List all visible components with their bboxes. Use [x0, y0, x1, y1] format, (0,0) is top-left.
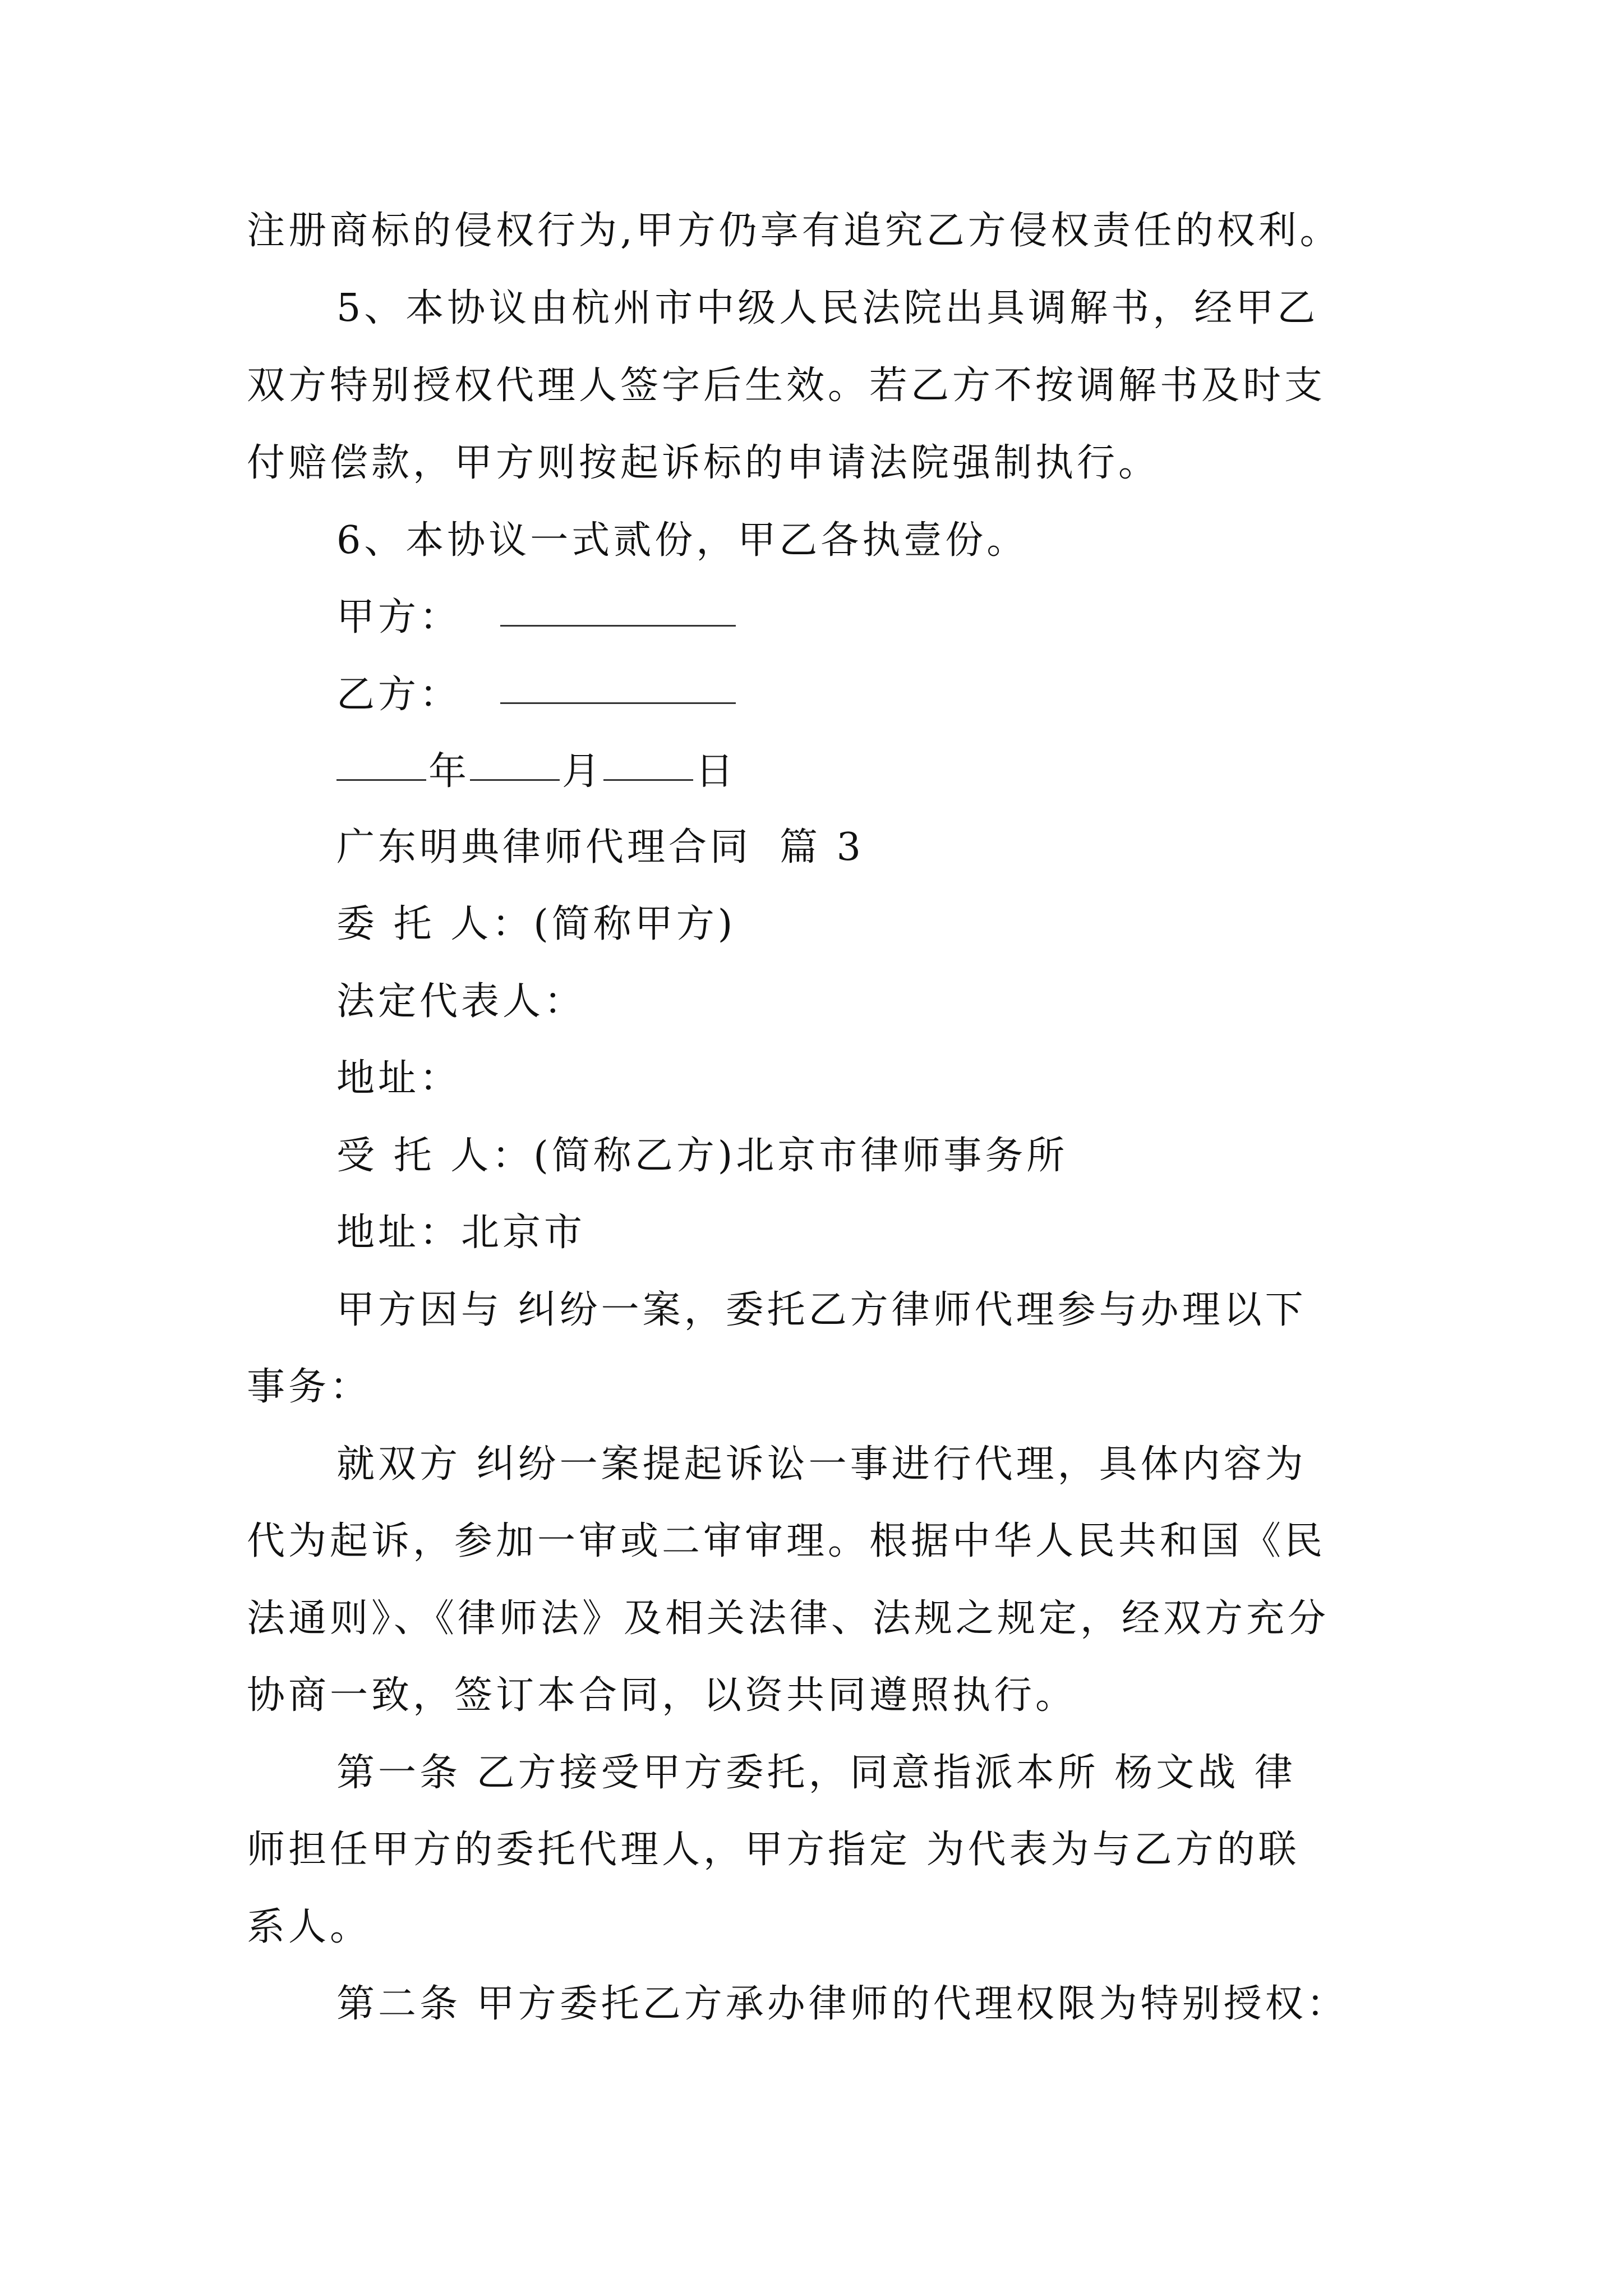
party-line: 委 托 人：(简称甲方)	[336, 902, 736, 946]
body-line: 法通则》、《律师法》及相关法律、法规之规定，经双方充分	[247, 1596, 1330, 1641]
body-line: 第二条 甲方委托乙方承办律师的代理权限为特别授权：	[336, 1982, 1348, 2026]
signature-party-a	[336, 595, 739, 640]
date-month: 月	[562, 749, 604, 794]
text-line: 6、本协议一式贰份，甲乙各执壹份。	[336, 518, 1029, 563]
party-line: 地址：	[336, 1056, 462, 1101]
section-title-number: 篇 3	[780, 825, 864, 869]
party-line: 受 托 人：(简称乙方)北京市律师事务所	[336, 1134, 1068, 1178]
date-year: 年	[428, 749, 471, 794]
section-title	[336, 825, 864, 870]
body-line: 系人。	[247, 1905, 372, 1949]
signature-date	[336, 749, 737, 794]
body-line: 事务：	[247, 1365, 372, 1409]
text-line: 付赔偿款，甲方则按起诉标的申请法院强制执行。	[247, 441, 1160, 485]
text-line: 双方特别授权代理人签字后生效。若乙方不按调解书及时支	[247, 364, 1326, 408]
section-title-name: 广东明典律师代理合同	[336, 825, 752, 869]
signature-blank	[500, 625, 736, 627]
party-b-label: 乙方：	[336, 673, 462, 717]
party-line: 法定代表人：	[336, 979, 586, 1024]
text-line: 5、本协议由杭州市中级人民法院出具调解书，经甲乙	[336, 286, 1319, 330]
date-blank	[336, 779, 426, 781]
text-line: 注册商标的侵权行为,甲方仍享有追究乙方侵权责任的权利。	[247, 209, 1341, 253]
date-blank	[470, 779, 560, 781]
party-line: 地址：北京市	[336, 1211, 586, 1255]
body-line: 师担任甲方的委托代理人，甲方指定 为代表为与乙方的联	[247, 1828, 1300, 1872]
body-line: 就双方 纠纷一案提起诉讼一事进行代理，具体内容为	[336, 1442, 1307, 1487]
body-line: 代为起诉，参加一审或二审审理。根据中华人民共和国《民	[247, 1519, 1326, 1563]
date-day: 日	[695, 749, 737, 794]
body-line: 甲方因与 纠纷一案，委托乙方律师代理参与办理以下	[336, 1288, 1307, 1332]
signature-party-b	[336, 673, 739, 717]
date-blank	[603, 779, 693, 781]
signature-blank	[500, 702, 736, 704]
body-line: 协商一致，签订本合同，以资共同遵照执行。	[247, 1673, 1077, 1718]
party-a-label: 甲方：	[336, 595, 462, 639]
body-line: 第一条 乙方接受甲方委托，同意指派本所 杨文战 律	[336, 1751, 1296, 1795]
